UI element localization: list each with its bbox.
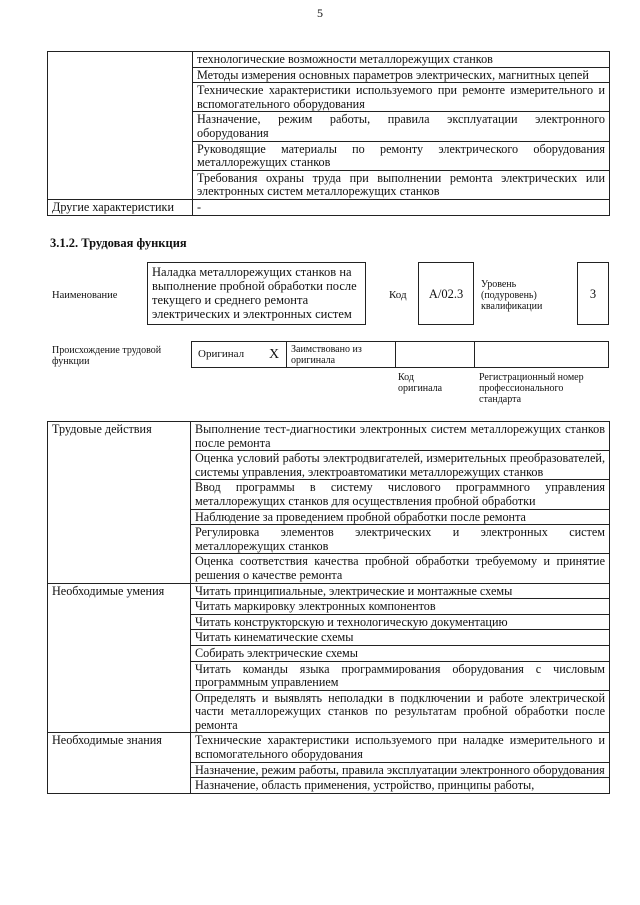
row-label: Необходимые знания — [48, 733, 191, 793]
list-item: Назначение, режим работы, правила эксплуатации электронного оборудования — [191, 762, 610, 778]
list-item: Наблюдение за проведением пробной обработки после ремонта — [191, 509, 610, 525]
code-value: A/02.3 — [428, 286, 464, 301]
list-item: Собирать электрические схемы — [191, 645, 610, 661]
level-value: 3 — [589, 286, 597, 301]
list-item: Методы измерения основных параметров электрических, магнитных цепей — [193, 67, 610, 83]
original-mark: X — [269, 347, 280, 362]
level-label: Уровень (подуровень) квалификации — [481, 279, 543, 312]
code-caption: Код оригинала — [398, 372, 443, 394]
row-label: Трудовые действия — [48, 422, 191, 584]
cell-divider — [395, 342, 396, 367]
table-row — [48, 199, 610, 215]
main-table — [47, 421, 610, 794]
code-label: Код — [389, 289, 407, 301]
cell-divider — [474, 342, 475, 367]
row-label: Другие характеристики — [48, 199, 193, 215]
page-number: 5 — [317, 6, 323, 20]
name-label: Наименование — [52, 290, 118, 301]
function-name: Наладка металлорежущих станков на выполнение пробной обработки после текущего и среднего ремонта электрических и электронных систем — [152, 265, 357, 321]
list-item: Оценка соответствия качества пробной обработки требуемому и принятие решения о качестве ремонта — [191, 554, 610, 583]
function-name-box — [147, 262, 366, 325]
cell-divider — [286, 342, 287, 367]
row-label — [48, 52, 193, 200]
row-label: Необходимые умения — [48, 583, 191, 733]
level-box — [577, 262, 609, 325]
borrowed-label: Заимствовано из оригинала — [291, 344, 362, 366]
list-item: Назначение, режим работы, правила эксплуатации электронного оборудования — [193, 112, 610, 141]
original-label: Оригинал — [198, 348, 245, 360]
table-row — [48, 52, 610, 68]
list-item: Технические характеристики используемого при наладке измерительного и вспомогательного оборудования — [191, 733, 610, 762]
list-item: Читать кинематические схемы — [191, 630, 610, 646]
list-item: - — [193, 199, 610, 215]
list-item: технологические возможности металлорежущих станков — [193, 52, 610, 68]
list-item: Требования охраны труда при выполнении ремонта электрических или электронных систем металлорежущих станков — [193, 170, 610, 199]
list-item: Читать принципиальные, электрические и монтажные схемы — [191, 583, 610, 599]
top-table — [47, 51, 610, 216]
list-item: Выполнение тест-диагностики электронных систем металлорежущих станков после ремонта — [191, 422, 610, 451]
list-item: Технические характеристики используемого при ремонте измерительного и вспомогательного оборудования — [193, 83, 610, 112]
section-title: 3.1.2. Трудовая функция — [50, 236, 187, 250]
reg-caption: Регистрационный номер профессионального стандарта — [479, 372, 584, 405]
list-item: Читать конструкторскую и технологическую документацию — [191, 614, 610, 630]
code-box — [418, 262, 474, 325]
list-item: Регулировка элементов электрических и электронных систем металлорежущих станков — [191, 525, 610, 554]
list-item: Руководящие материалы по ремонту электрического оборудования металлорежущих станков — [193, 141, 610, 170]
list-item: Назначение, область применения, устройство, принципы работы, — [191, 778, 610, 794]
origin-table — [191, 341, 609, 368]
list-item: Читать маркировку электронных компонентов — [191, 599, 610, 615]
list-item: Определять и выявлять неполадки в подключении и работе электрической части металлорежущих станков по результатам пробной обработки после ремонта — [191, 690, 610, 733]
table-row — [48, 422, 610, 451]
list-item: Оценка условий работы электродвигателей, измерительных преобразователей, системы управления, электроавтоматики металлорежущих станков — [191, 451, 610, 480]
origin-label: Происхождение трудовой функции — [52, 345, 162, 367]
table-row — [48, 583, 610, 599]
list-item: Ввод программы в систему числового программного управления металлорежущих станков для осуществления пробной обработки — [191, 480, 610, 509]
table-row — [48, 733, 610, 762]
list-item: Читать команды языка программирования оборудования с числовым программным управлением — [191, 661, 610, 690]
